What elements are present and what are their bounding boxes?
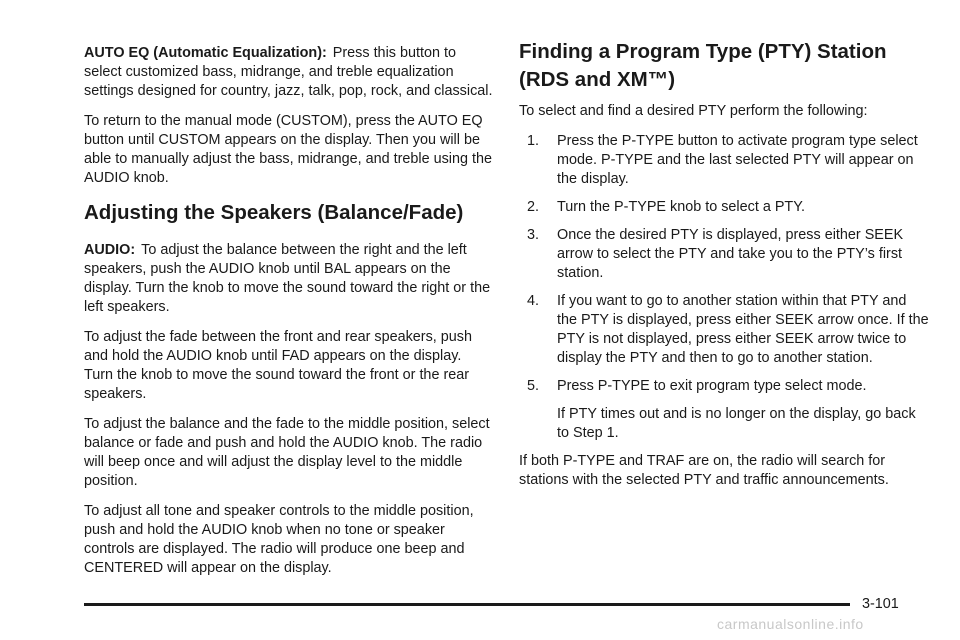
auto-eq-paragraph <box>84 44 494 101</box>
list-item <box>527 226 929 283</box>
pty-intro: To select and find a desired PTY perform the following: <box>519 103 868 119</box>
list-item <box>527 377 929 396</box>
footer-rule <box>84 603 850 606</box>
step-number: 5. <box>527 378 540 394</box>
middle-position-paragraph: To adjust the balance and the fade to the middle position, select balance or fade and push and hold the AUDIO knob. The radio will beep once and will adjust the display level to the middle position. <box>84 416 490 489</box>
auto-eq-lead: AUTO EQ (Automatic Equalization): <box>84 45 327 61</box>
step-number: 1. <box>527 133 540 149</box>
centered-paragraph: To adjust all tone and speaker controls to the middle position, push and hold the AUDIO knob when no tone or speaker controls are displayed. The radio will produce one beep and CENTERED will appear on the display. <box>84 503 474 576</box>
step-text: Once the desired PTY is displayed, press either SEEK arrow to select the PTY and take you to the PTY’s first station. <box>557 227 904 281</box>
fade-paragraph: To adjust the fade between the front and rear speakers, push and hold the AUDIO knob until FAD appears on the display. Turn the knob to move the sound toward the front or the rear speakers. <box>84 329 472 402</box>
audio-lead: AUDIO: <box>84 242 136 258</box>
custom-mode-paragraph: To return to the manual mode (CUSTOM), press the AUTO EQ button until CUSTOM appears on the display. Then you will be able to manually adjust the bass, midrange, and treble using the AUDIO knob. <box>84 113 492 186</box>
list-item <box>527 198 929 217</box>
left-column <box>84 44 494 589</box>
step-text: If you want to go to another station within that PTY and the PTY is displayed, press either SEEK arrow once. If the PTY is not displayed, press either SEEK arrow twice to display the PTY and then to go to another station. <box>557 293 929 366</box>
right-column <box>519 40 929 501</box>
step-text: Press P-TYPE to exit program type select mode. <box>557 378 867 394</box>
step-note: If PTY times out and is no longer on the display, go back to Step 1. <box>557 406 916 441</box>
step-number: 2. <box>527 199 540 215</box>
step-text: Turn the P-TYPE knob to select a PTY. <box>557 199 805 215</box>
audio-text: To adjust the balance between the right and the left speakers, push the AUDIO knob until BAL appears on the display. Turn the knob to move the sound toward the right or the left speakers. <box>84 242 491 315</box>
step-text: Press the P-TYPE button to activate program type select mode. P-TYPE and the last selected PTY will appear on the display. <box>557 133 918 187</box>
audio-paragraph <box>84 241 494 317</box>
list-item <box>527 292 929 368</box>
step-number: 3. <box>527 227 540 243</box>
auto-eq-text: Press this button to select customized bass, midrange, and treble equalization settings designed for country, jazz, talk, pop, rock, and classical. <box>84 45 493 99</box>
speakers-heading: Adjusting the Speakers (Balance/Fade) <box>84 201 464 224</box>
pty-heading: Finding a Program Type (PTY) Station (RDS and XM™) <box>519 40 887 91</box>
step-number: 4. <box>527 293 540 309</box>
pty-closing-paragraph: If both P-TYPE and TRAF are on, the radio will search for stations with the selected PTY and traffic announcements. <box>519 453 889 488</box>
watermark: carmanualsonline.info <box>717 616 864 632</box>
pty-steps-list <box>519 132 929 396</box>
page-number: 3-101 <box>862 596 899 612</box>
list-item <box>527 132 929 189</box>
